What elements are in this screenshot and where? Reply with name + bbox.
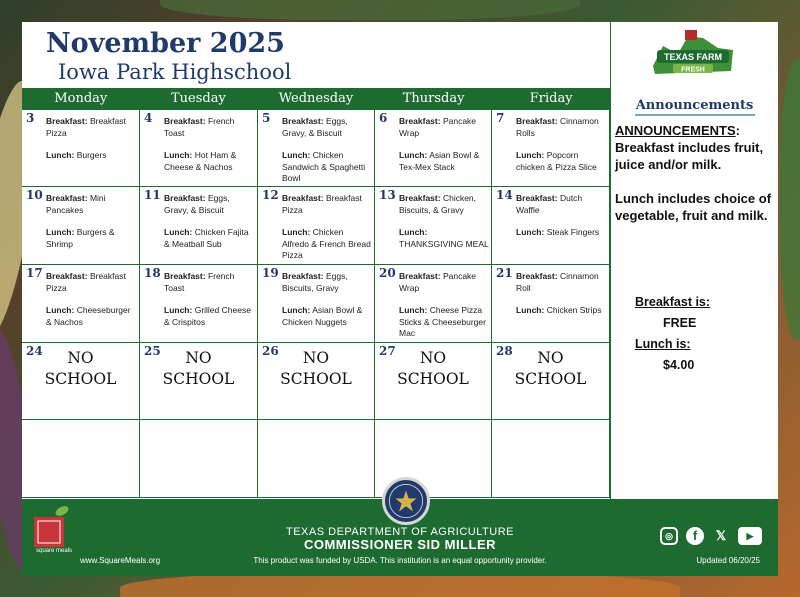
empty-cell [492, 420, 610, 498]
breakfast-price-label: Breakfast is: [635, 295, 711, 309]
day-number: 13 [379, 188, 396, 202]
logo-text: TEXAS FARM [663, 52, 723, 62]
breakfast-label: Breakfast: [282, 116, 324, 126]
lunch-label: Lunch: [399, 305, 428, 315]
breakfast-label: Breakfast: [164, 271, 206, 281]
updated-date: Updated 06/20/25 [696, 556, 760, 565]
lunch-label: Lunch: [164, 227, 193, 237]
menu-entry [516, 193, 607, 239]
texas-agriculture-seal [382, 477, 430, 525]
menu-entry [399, 193, 489, 250]
no-school-label [258, 344, 374, 390]
breakfast-label: Breakfast: [399, 271, 441, 281]
day-number: 24 [26, 344, 43, 358]
no-school-label [492, 344, 609, 390]
day-number: 18 [144, 266, 161, 280]
breakfast-label: Breakfast: [164, 193, 206, 203]
lunch-item: Chicken Fajita & Meatball Sub [164, 227, 249, 249]
lunch-label: Lunch: [164, 305, 193, 315]
day-number: 20 [379, 266, 396, 280]
breakfast-label: Breakfast: [46, 271, 88, 281]
breakfast-label: Breakfast: [399, 193, 441, 203]
announcements-label: ANNOUNCEMENTS [615, 123, 736, 138]
lunch-item: Chicken Strips [546, 305, 602, 315]
background-veg [160, 0, 580, 20]
menu-entry [282, 193, 372, 262]
no-school-label [375, 344, 491, 390]
lunch-item: Asian Bowl & Tex-Mex Stack [399, 150, 480, 172]
day-cell [140, 343, 258, 420]
breakfast-item: Dutch Waffle [516, 193, 583, 215]
lunch-item: Cheese Pizza Sticks & Cheeseburger Mac [399, 305, 486, 338]
announcement-lunch: Lunch includes choice of vegetable, fruit and milk. [615, 191, 772, 223]
day-cell [140, 265, 258, 343]
breakfast-item: Pancake Wrap [399, 116, 477, 138]
breakfast-item: Cinnamon Rolls [516, 116, 599, 138]
no-school-line: SCHOOL [280, 370, 352, 388]
menu-entry [399, 116, 489, 173]
weekday-label: Thursday [402, 91, 465, 106]
day-cell [258, 265, 375, 343]
no-school-line: NO [302, 349, 330, 367]
menu-entry [164, 193, 255, 250]
breakfast-label: Breakfast: [282, 271, 324, 281]
day-number: 5 [262, 111, 271, 125]
breakfast-label: Breakfast: [282, 193, 324, 203]
lunch-item: Cheeseburger & Nachos [46, 305, 131, 327]
day-number: 25 [144, 344, 161, 358]
lunch-item: THANKSGIVING MEAL [399, 238, 489, 249]
day-number: 7 [496, 111, 505, 125]
commissioner-name: COMMISSIONER SID MILLER [303, 537, 497, 552]
texas-farm-fresh-logo [643, 26, 743, 86]
day-number: 26 [262, 344, 279, 358]
logo-subtext: FRESH [681, 66, 705, 74]
menu-entry [399, 271, 489, 340]
page-title: November 2025 [46, 28, 285, 59]
weekday-header [22, 88, 610, 110]
breakfast-item: Breakfast Pizza [282, 193, 362, 215]
lunch-label: Lunch: [282, 305, 311, 315]
day-cell [22, 343, 140, 420]
breakfast-label: Breakfast: [516, 116, 558, 126]
day-number: 17 [26, 266, 43, 280]
announcements-text [615, 122, 775, 224]
lunch-label: Lunch: [282, 150, 311, 160]
funding-notice: This product was funded by USDA. This institution is an equal opportunity provider. [253, 556, 547, 565]
empty-cell [140, 420, 258, 498]
breakfast-item: Mini Pancakes [46, 193, 106, 215]
breakfast-item: Breakfast Pizza [46, 116, 126, 138]
menu-entry [282, 271, 372, 328]
lunch-item: Hot Ham & Cheese & Nachos [164, 150, 237, 172]
lunch-item: Burgers & Shrimp [46, 227, 115, 249]
breakfast-item: Pancake Wrap [399, 271, 477, 293]
lunch-label: Lunch: [516, 227, 545, 237]
instagram-icon[interactable]: ◎ [660, 527, 678, 545]
breakfast-price: FREE [663, 316, 697, 330]
day-number: 11 [144, 188, 161, 202]
empty-cell [258, 420, 375, 498]
menu-entry [46, 193, 137, 250]
lunch-label: Lunch: [516, 150, 545, 160]
breakfast-item: Eggs, Gravy, & Biscuit [282, 116, 348, 138]
breakfast-item: Chicken, Biscuits, & Gravy [399, 193, 477, 215]
lunch-item: Burgers [76, 150, 107, 160]
lunch-label: Lunch: [164, 150, 193, 160]
breakfast-item: Eggs, Biscuits, Gravy [282, 271, 348, 293]
school-name: Iowa Park Highschool [58, 60, 292, 84]
day-cell [140, 187, 258, 265]
day-number: 4 [144, 111, 153, 125]
department-name: TEXAS DEPARTMENT OF AGRICULTURE [286, 526, 514, 538]
no-school-line: NO [185, 349, 212, 367]
breakfast-label: Breakfast: [46, 193, 88, 203]
background-veg [780, 60, 800, 340]
lunch-item: Popcorn chicken & Pizza Slice [516, 150, 597, 172]
day-number: 10 [26, 188, 43, 202]
weekday-label: Tuesday [170, 91, 226, 106]
menu-entry [282, 116, 372, 185]
day-cell [22, 187, 140, 265]
day-cell [258, 343, 375, 420]
x-icon[interactable]: 𝕏 [715, 528, 727, 543]
announcements-panel [610, 22, 778, 499]
breakfast-item: French Toast [164, 271, 235, 293]
day-cell [375, 343, 492, 420]
website-link[interactable]: www.SquareMeals.org [80, 556, 161, 565]
day-cell [492, 343, 610, 420]
day-cell [258, 187, 375, 265]
social-links [660, 527, 762, 545]
day-cell [375, 265, 492, 343]
day-number: 21 [496, 266, 513, 280]
lunch-item: Steak Fingers [546, 227, 600, 237]
no-school-line: NO [419, 349, 447, 367]
lunch-price-label: Lunch is: [635, 337, 691, 351]
no-school-label [22, 344, 139, 390]
lunch-item: Chicken Sandwich & Spaghetti Bowl [282, 150, 366, 183]
weekday-label: Friday [529, 91, 573, 106]
day-cell [140, 110, 258, 187]
day-cell [492, 110, 610, 187]
day-cell [492, 265, 610, 343]
footer [22, 499, 778, 576]
day-cell [375, 187, 492, 265]
lunch-label: Lunch: [46, 305, 75, 315]
menu-entry [46, 271, 137, 328]
day-number: 27 [379, 344, 396, 358]
no-school-line: SCHOOL [44, 370, 117, 388]
day-cell [492, 187, 610, 265]
day-cell [22, 265, 140, 343]
menu-entry [164, 116, 255, 173]
breakfast-label: Breakfast: [399, 116, 441, 126]
breakfast-item: Cinnamon Roll [516, 271, 599, 293]
price-info [635, 292, 710, 376]
lunch-item: Grilled Cheese & Crispitos [164, 305, 251, 327]
no-school-line: SCHOOL [397, 370, 469, 388]
day-number: 28 [496, 344, 513, 358]
lunch-item: Chicken Alfredo & French Bread Pizza [282, 227, 371, 260]
empty-cell [22, 420, 140, 498]
no-school-line: SCHOOL [162, 370, 235, 388]
breakfast-label: Breakfast: [516, 271, 558, 281]
lunch-label: Lunch: [516, 305, 545, 315]
lunch-item: Asian Bowl & Chicken Nuggets [282, 305, 363, 327]
no-school-label [140, 344, 257, 390]
square-meals-text: square meals [36, 548, 72, 553]
calendar-page [22, 22, 778, 576]
day-number: 6 [379, 111, 388, 125]
breakfast-label: Breakfast: [516, 193, 558, 203]
lunch-label: Lunch: [399, 150, 428, 160]
menu-entry [516, 271, 607, 317]
lunch-label: Lunch: [46, 150, 75, 160]
day-number: 3 [26, 111, 35, 125]
lunch-price: $4.00 [663, 358, 695, 372]
lunch-label: Lunch: [399, 227, 428, 237]
announcement-breakfast: Breakfast includes fruit, juice and/or milk. [615, 140, 764, 172]
menu-entry [516, 116, 607, 173]
no-school-line: SCHOOL [514, 370, 587, 388]
youtube-icon[interactable]: ▶ [738, 527, 762, 545]
breakfast-item: Eggs, Gravy, & Biscuit [164, 193, 230, 215]
breakfast-item: French Toast [164, 116, 235, 138]
facebook-icon[interactable]: f [686, 527, 704, 545]
lunch-label: Lunch: [282, 227, 311, 237]
lunch-label: Lunch: [46, 227, 75, 237]
heading-underline [635, 114, 755, 116]
day-cell [258, 110, 375, 187]
weekday-label: Monday [54, 91, 108, 106]
breakfast-label: Breakfast: [46, 116, 88, 126]
weekday-label: Wednesday [278, 91, 354, 106]
breakfast-label: Breakfast: [164, 116, 206, 126]
day-cell [22, 110, 140, 187]
day-number: 14 [496, 188, 513, 202]
day-number: 12 [262, 188, 279, 202]
no-school-line: NO [537, 349, 564, 367]
menu-entry [164, 271, 255, 328]
no-school-line: NO [67, 349, 94, 367]
breakfast-item: Breakfast Pizza [46, 271, 126, 293]
day-cell [375, 110, 492, 187]
announcements-heading: Announcements [635, 98, 754, 113]
day-number: 19 [262, 266, 279, 280]
announcements-colon: : [735, 123, 740, 138]
calendar-grid [22, 110, 610, 498]
menu-entry [46, 116, 137, 162]
